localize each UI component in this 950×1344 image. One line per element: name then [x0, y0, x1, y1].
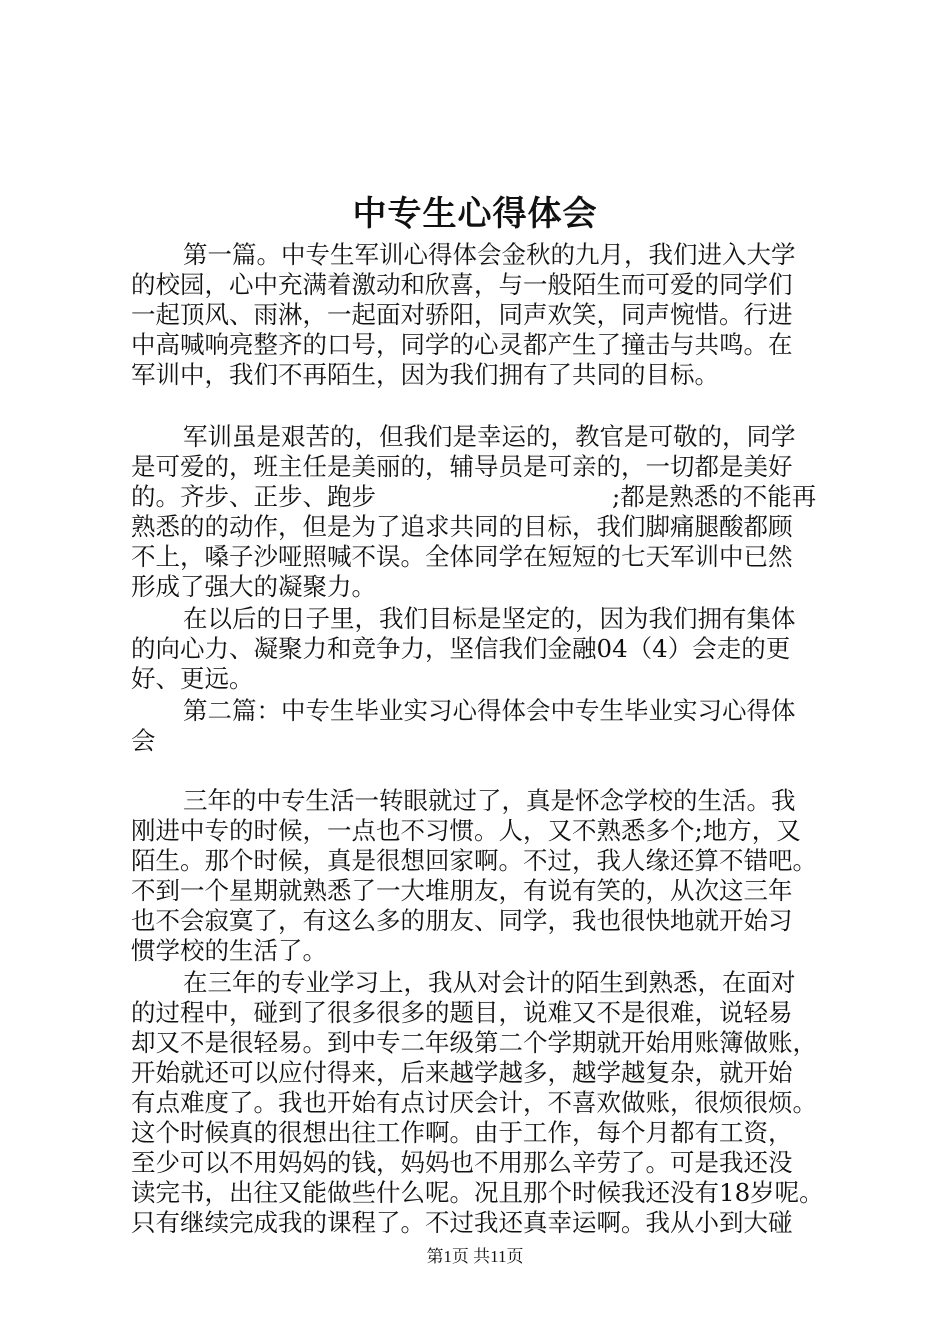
body-line: 也不会寂寞了，有这么多的朋友、同学，我也很快地就开始习 [131, 906, 793, 935]
body-line: 读完书，出往又能做些什么呢。况且那个时候我还没有18岁呢。 [131, 1178, 824, 1207]
body-line: 的校园，心中充满着激动和欣喜，与一般陌生而可爱的同学们 [131, 270, 793, 299]
body-line: 第二篇：中专生毕业实习心得体会中专生毕业实习心得体 [183, 696, 796, 725]
body-line: 惯学校的生活了。 [131, 936, 327, 965]
body-line: 好、更远。 [131, 664, 254, 693]
body-line: 不上，嗓子沙哑照喊不误。全体同学在短短的七天军训中已然 [131, 542, 793, 571]
body-line: 至少可以不用妈妈的钱，妈妈也不用那么辛劳了。可是我还没 [131, 1148, 793, 1177]
body-line: ;都是熟悉的不能再 [612, 482, 817, 511]
body-line: 中高喊响亮整齐的口号，同学的心灵都产生了撞击与共鸣。在 [131, 330, 793, 359]
body-line: 熟悉的的动作，但是为了追求共同的目标，我们脚痛腿酸都顾 [131, 512, 793, 541]
body-line: 在三年的专业学习上，我从对会计的陌生到熟悉，在面对 [183, 968, 796, 997]
body-line: 会 [131, 726, 156, 755]
body-line: 军训中，我们不再陌生，因为我们拥有了共同的目标。 [131, 360, 719, 389]
body-line: 这个时候真的很想出往工作啊。由于工作，每个月都有工资， [131, 1118, 793, 1147]
body-line: 开始就还可以应付得来，后来越学越多，越学越复杂，就开始 [131, 1058, 793, 1087]
body-line: 的。齐步、正步、跑步 [131, 482, 376, 511]
body-line: 一起顶风、雨淋，一起面对骄阳，同声欢笑，同声惋惜。行进 [131, 300, 793, 329]
body-line: 形成了强大的凝聚力。 [131, 572, 376, 601]
body-line: 军训虽是艰苦的，但我们是幸运的，教官是可敬的，同学 [183, 422, 796, 451]
document-title: 中专生心得体会 [352, 194, 598, 234]
body-line: 有点难度了。我也开始有点讨厌会计，不喜欢做账，很烦很烦。 [131, 1088, 817, 1117]
body-line: 的过程中，碰到了很多很多的题目，说难又不是很难，说轻易 [131, 998, 793, 1027]
body-line: 在以后的日子里，我们目标是坚定的，因为我们拥有集体 [183, 604, 796, 633]
body-line: 只有继续完成我的课程了。不过我还真幸运啊。我从小到大碰 [131, 1208, 793, 1237]
body-line: 的向心力、凝聚力和竞争力，坚信我们金融04（4）会走的更 [131, 634, 791, 663]
body-line: 却又不是很轻易。到中专二年级第二个学期就开始用账簿做账， [131, 1028, 817, 1057]
body-line: 刚进中专的时候，一点也不习惯。人，又不熟悉多个;地方，又 [131, 816, 801, 845]
body-line: 是可爱的，班主任是美丽的，辅导员是可亲的，一切都是美好 [131, 452, 793, 481]
page-number-footer: 第1页 共11页 [426, 1247, 524, 1266]
body-line: 三年的中专生活一转眼就过了，真是怀念学校的生活。我 [183, 786, 796, 815]
body-line: 不到一个星期就熟悉了一大堆朋友，有说有笑的，从次这三年 [131, 876, 793, 905]
body-line: 陌生。那个时候，真是很想回家啊。不过，我人缘还算不错吧。 [131, 846, 817, 875]
body-line: 第一篇。中专生军训心得体会金秋的九月，我们进入大学 [183, 240, 796, 269]
